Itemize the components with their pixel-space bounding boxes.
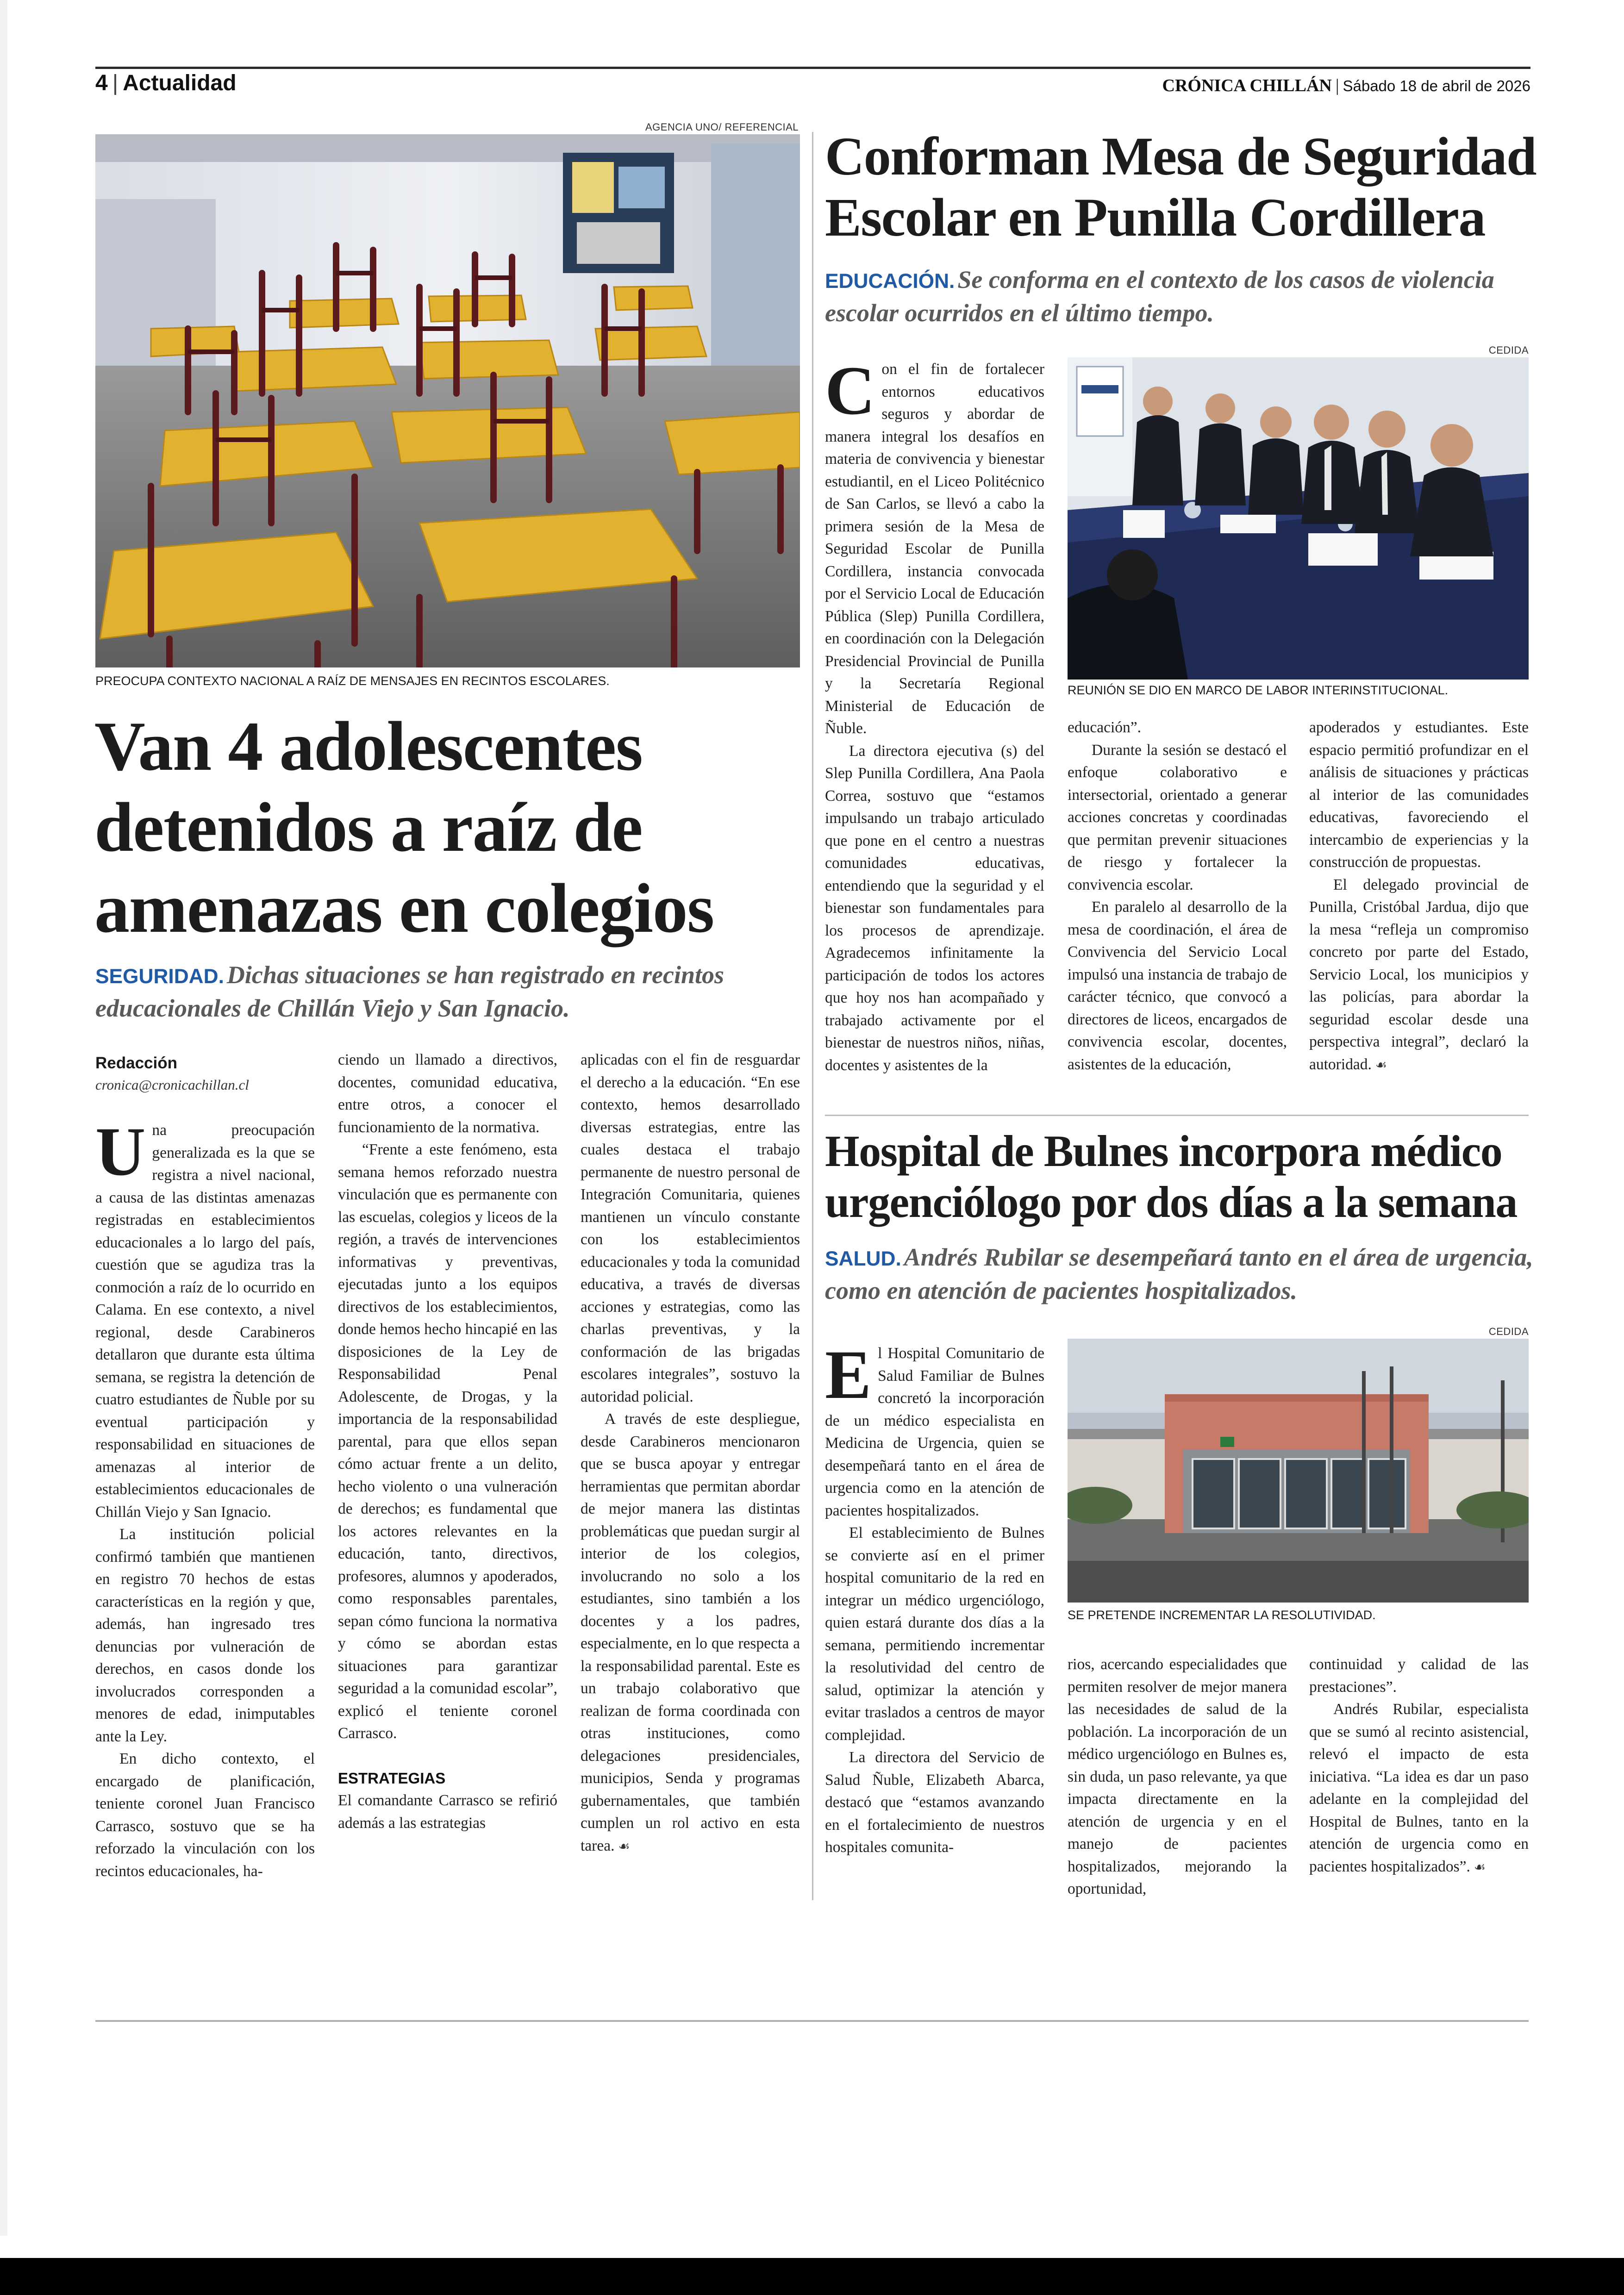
photo-caption: PREOCUPA CONTEXTO NACIONAL A RAÍZ DE MENSAJES EN RECINTOS ESCOLARES. <box>95 674 610 688</box>
dropcap: E <box>825 1342 872 1413</box>
mesa-column-1 <box>825 358 1044 1113</box>
dropcap: C <box>825 358 875 429</box>
section-name: Actualidad <box>123 71 237 95</box>
photo-caption: SE PRETENDE INCREMENTAR LA RESOLUTIVIDAD. <box>1068 1608 1376 1622</box>
bottom-rule <box>95 2020 1529 2022</box>
paragraph: on el fin de fortalecer entornos educativos seguros y abordar de manera integral los desafíos en materia de convivencia y bienestar estudiantil, en el Liceo Politécnico de San Carlos, se llevó a cabo la primera sesión de la Mesa de Seguridad Escolar de Punilla Cordillera, instancia convocada por el Servicio Local de Educación Pública (Slep) Punilla Cordillera, en coordinación con la Delegación Presidencial Provincial de Punilla y la Secretaría Regional Ministerial de Educación de Ñuble. <box>825 361 1044 737</box>
paragraph: El delegado provincial de Punilla, Cristóbal Jardua, dijo que la mesa “refleja un compromiso concreto por parte del Estado, Servicio Local, los municipios y las policías, para abordar la seguridad escolar desde una perspectiva integral”, declaró la autoridad. <box>1309 876 1529 1073</box>
bottom-bar <box>0 2258 1624 2295</box>
hospital-illustration <box>1068 1339 1529 1603</box>
page-header-right: CRÓNICA CHILLÁN | Sábado 18 de abril de 2026 <box>1162 76 1530 95</box>
paragraph: “Frente a este fenómeno, esta semana hemos reforzado nuestra vinculación que es permanente con las escuelas, colegios y liceos de la región, a través de intervenciones informativas y preventivas, ejecutadas junto a los equipos directivos de los establecimientos, donde hemos hecho hincapié en las disposiciones de la Ley de Responsabilidad Penal Adolescente, de Drogas, y la importancia de la responsabilidad parental, para que ellos sepan cómo actuar frente a un delito, hecho violento o una vulneración de derechos; es fundamental que los actores relevantes en la educación, tanto, directivos, profesores, alumnos y apoderados, como responsables parentales, sepan cómo funciona la normativa y cómo se abordan estas situaciones para garantizar seguridad a la comunidad escolar”, explicó el teniente coronel Carrasco. <box>338 1141 557 1742</box>
hospital-column-2 <box>1068 1653 1287 1903</box>
section-tag: EDUCACIÓN. <box>825 270 955 293</box>
byline-email: cronica@cronicachillan.cl <box>95 1077 249 1093</box>
dropcap: U <box>95 1119 146 1190</box>
paragraph: ciendo un llamado a directivos, docentes, comunidad educativa, entre otros, a conocer el funcionamiento de la normativa. <box>338 1051 557 1136</box>
main-column-1 <box>95 1119 315 1906</box>
paragraph: continuidad y calidad de las prestaciones”. <box>1309 1656 1529 1696</box>
end-mark-icon: ☙ <box>618 1838 630 1854</box>
byline <box>95 1052 318 1095</box>
section-tag: SALUD. <box>825 1247 901 1270</box>
headline-line: Van 4 adolescentes <box>94 707 643 785</box>
headline-line: amenazas en colegios <box>94 869 714 947</box>
hospital-column-3 <box>1309 1653 1529 1903</box>
paragraph: En paralelo al desarrollo de la mesa de coordinación, el área de Convivencia del Servicio Local impulsó una instancia de trabajo de carácter técnico, que convocó a directores de liceos, encargados de convivencia escolar, docentes, asistentes de la educación, <box>1068 898 1287 1073</box>
classroom-illustration <box>95 134 800 667</box>
section-tag: SEGURIDAD. <box>95 965 224 988</box>
paragraph: En dicho contexto, el encargado de planificación, teniente coronel Juan Francisco Carrasco, sostuvo que se ha reforzado la vinculación con los recintos educacionales, ha- <box>95 1750 315 1880</box>
paragraph: educación”. <box>1068 719 1142 736</box>
headline-line: Escolar en Punilla Cordillera <box>825 187 1486 248</box>
paragraph: El comandante Carrasco se refirió además a las estrategias <box>338 1792 557 1832</box>
paragraph: El establecimiento de Bulnes se convierte así en el primer hospital comunitario de la red en integrar un médico urgenciólogo, quien estará durante dos días a la semana, permitiendo incrementar la resolutividad del centro de salud, optimizar la atención y evitar traslados a centros de mayor complejidad. <box>825 1524 1044 1744</box>
mesa-column-2 <box>1068 717 1287 1113</box>
paragraph: aplicadas con el fin de resguardar el derecho a la educación. “En ese contexto, hemos desarrollado diversas estrategias, entre las cuales destaca el trabajo permanente de nuestro personal de Integración Comunitaria, quienes mantienen un vínculo constante con los establecimientos educacionales y toda la comunidad educativa, a través de diversas acciones y estrategias, como las charlas preventivas, y la conformación de las brigadas escolares integrales”, sostuvo la autoridad policial. <box>581 1051 800 1405</box>
meeting-illustration <box>1068 357 1529 680</box>
paragraph: A través de este despliegue, desde Carabineros mencionaron que se busca apoyar y entregar herramientas que permitan abordar de mejor manera las distintas problemáticas que puedan surgir al interior de los colegios, involucrando no solo a los estudiantes, sino también a los docentes y a los padres, especialmente, en lo que respecta a la responsabilidad parental. Este es un trabajo colaborativo que realizan de forma coordinada con otras instituciones, como delegaciones presidenciales, municipios, Senda y programas gubernamentales, que también cumplen un rol activo en esta tarea. <box>581 1410 800 1854</box>
byline-author: Redacción <box>95 1054 177 1072</box>
paragraph: Durante la sesión se destacó el enfoque colaborativo e intersectorial, orientado a generar acciones concretas y coordinadas que permitan prevenir situaciones de riesgo y fortalecer la convivencia escolar. <box>1068 741 1287 893</box>
issue-date: Sábado 18 de abril de 2026 <box>1343 77 1530 94</box>
page-margin <box>0 0 7 2236</box>
hospital-column-1 <box>825 1342 1044 1898</box>
headline-line: Conforman Mesa de Seguridad <box>825 126 1537 187</box>
main-column-3 <box>581 1049 800 1906</box>
photo-credit: CEDIDA <box>1488 344 1529 356</box>
mesa-headline <box>825 126 1538 248</box>
subheading: ESTRATEGIAS <box>338 1769 446 1787</box>
main-deck <box>95 959 804 1024</box>
mesa-deck <box>825 264 1538 329</box>
header-rule <box>95 67 1530 69</box>
deck-text: Andrés Rubilar se desempeñará tanto en el área de urgencia, como en atención de pacientes hospitalizados. <box>825 1243 1533 1304</box>
paragraph: La directora del Servicio de Salud Ñuble, Elizabeth Abarca, destacó que “estamos avanzando en el fortalecimiento de nuestros hospitales comunita- <box>825 1749 1044 1856</box>
article-divider <box>825 1115 1529 1116</box>
headline-line: Hospital de Bulnes incorpora médico <box>825 1126 1502 1176</box>
mesa-column-3 <box>1309 717 1529 1113</box>
deck-text: Dichas situaciones se han registrado en recintos educacionales de Chillán Viejo y San Ignacio. <box>95 961 725 1022</box>
paragraph: La institución policial confirmó también que mantienen en registro 70 hechos de estas características en la región y que, además, han ingresado tres denuncias por vulneración de derechos, en casos donde los involucrados corresponden a menores de edad, inimputables ante la Ley. <box>95 1526 315 1745</box>
end-mark-icon: ☙ <box>1375 1057 1387 1073</box>
hospital-deck <box>825 1241 1538 1306</box>
paragraph: Andrés Rubilar, especialista que se sumó al recinto asistencial, relevó el impacto de esta iniciativa. “La idea es dar un paso adelante en la complejidad del Hospital de Bulnes, tanto en la atención de urgencia como en pacientes hospitalizados”. <box>1309 1701 1529 1875</box>
column-divider <box>812 132 813 1900</box>
headline-line: detenidos a raíz de <box>94 788 643 866</box>
hospital-photo <box>1068 1339 1529 1603</box>
paragraph: La directora ejecutiva (s) del Slep Punilla Cordillera, Ana Paola Correa, sostuvo que “estamos impulsando un trabajo articulado que pone en el centro a nuestras comunidades educativas, entendiendo que la seguridad y el bienestar son fundamentales para los procesos de aprendizaje. Agradecemos infinitamente la participación de todos los actores que hoy nos han acompañado y trabajado activamente por el bienestar de nuestros niños, niñas, docentes y asistentes de la <box>825 742 1044 1074</box>
end-mark-icon: ☙ <box>1474 1859 1486 1875</box>
page-number: 4 <box>95 71 108 95</box>
photo-credit: AGENCIA UNO/ REFERENCIAL <box>645 121 799 133</box>
page-header-left: 4 | Actualidad <box>95 71 237 95</box>
hospital-headline <box>825 1126 1538 1228</box>
paragraph: apoderados y estudiantes. Este espacio permitió profundizar en el análisis de situaciones y prácticas al interior de las comunidades educativas, favoreciendo el intercambio de experiencias y la construcción de propuestas. <box>1309 719 1529 871</box>
photo-caption: REUNIÓN SE DIO EN MARCO DE LABOR INTERINSTITUCIONAL. <box>1068 683 1449 697</box>
newspaper-name: CRÓNICA CHILLÁN <box>1162 76 1332 95</box>
meeting-photo <box>1068 357 1529 680</box>
main-column-2 <box>338 1049 557 1906</box>
photo-credit: CEDIDA <box>1488 1326 1529 1337</box>
deck-text: Se conforma en el contexto de los casos de violencia escolar ocurridos en el último tiempo. <box>825 266 1494 327</box>
paragraph: na preocupación generalizada es la que se registra a nivel nacional, a causa de las distintas amenazas registradas en establecimientos educacionales a lo largo del país, cuestión que se agudiza tras la conmoción a raíz de lo ocurrido en Calama. En ese contexto, a nivel regional, desde Carabineros detallaron que durante esta última semana, se registra la detención de cuatro estudiantes de Ñuble por su eventual participación y responsabilidad en situaciones de amenazas al interior de establecimientos educacionales de Chillán Viejo y San Ignacio. <box>95 1122 315 1521</box>
paragraph: l Hospital Comunitario de Salud Familiar de Bulnes concretó la incorporación de un médico especialista en Medicina de Urgencia, quien se desempeñará tanto en el área de urgencia como en la atención de pacientes hospitalizados. <box>825 1345 1044 1519</box>
paragraph: rios, acercando especialidades que permiten resolver de mejor manera las necesidades de salud de la población. La incorporación de un médico urgenciólogo en Bulnes es, sin duda, un paso relevante, ya que impacta directamente en la atención de urgencia y en el manejo de pacientes hospitalizados, mejorando la oportunidad, <box>1068 1656 1287 1897</box>
classroom-photo <box>95 134 800 667</box>
headline-line: urgenciólogo por dos días a la semana <box>825 1177 1517 1227</box>
main-headline <box>94 706 807 949</box>
